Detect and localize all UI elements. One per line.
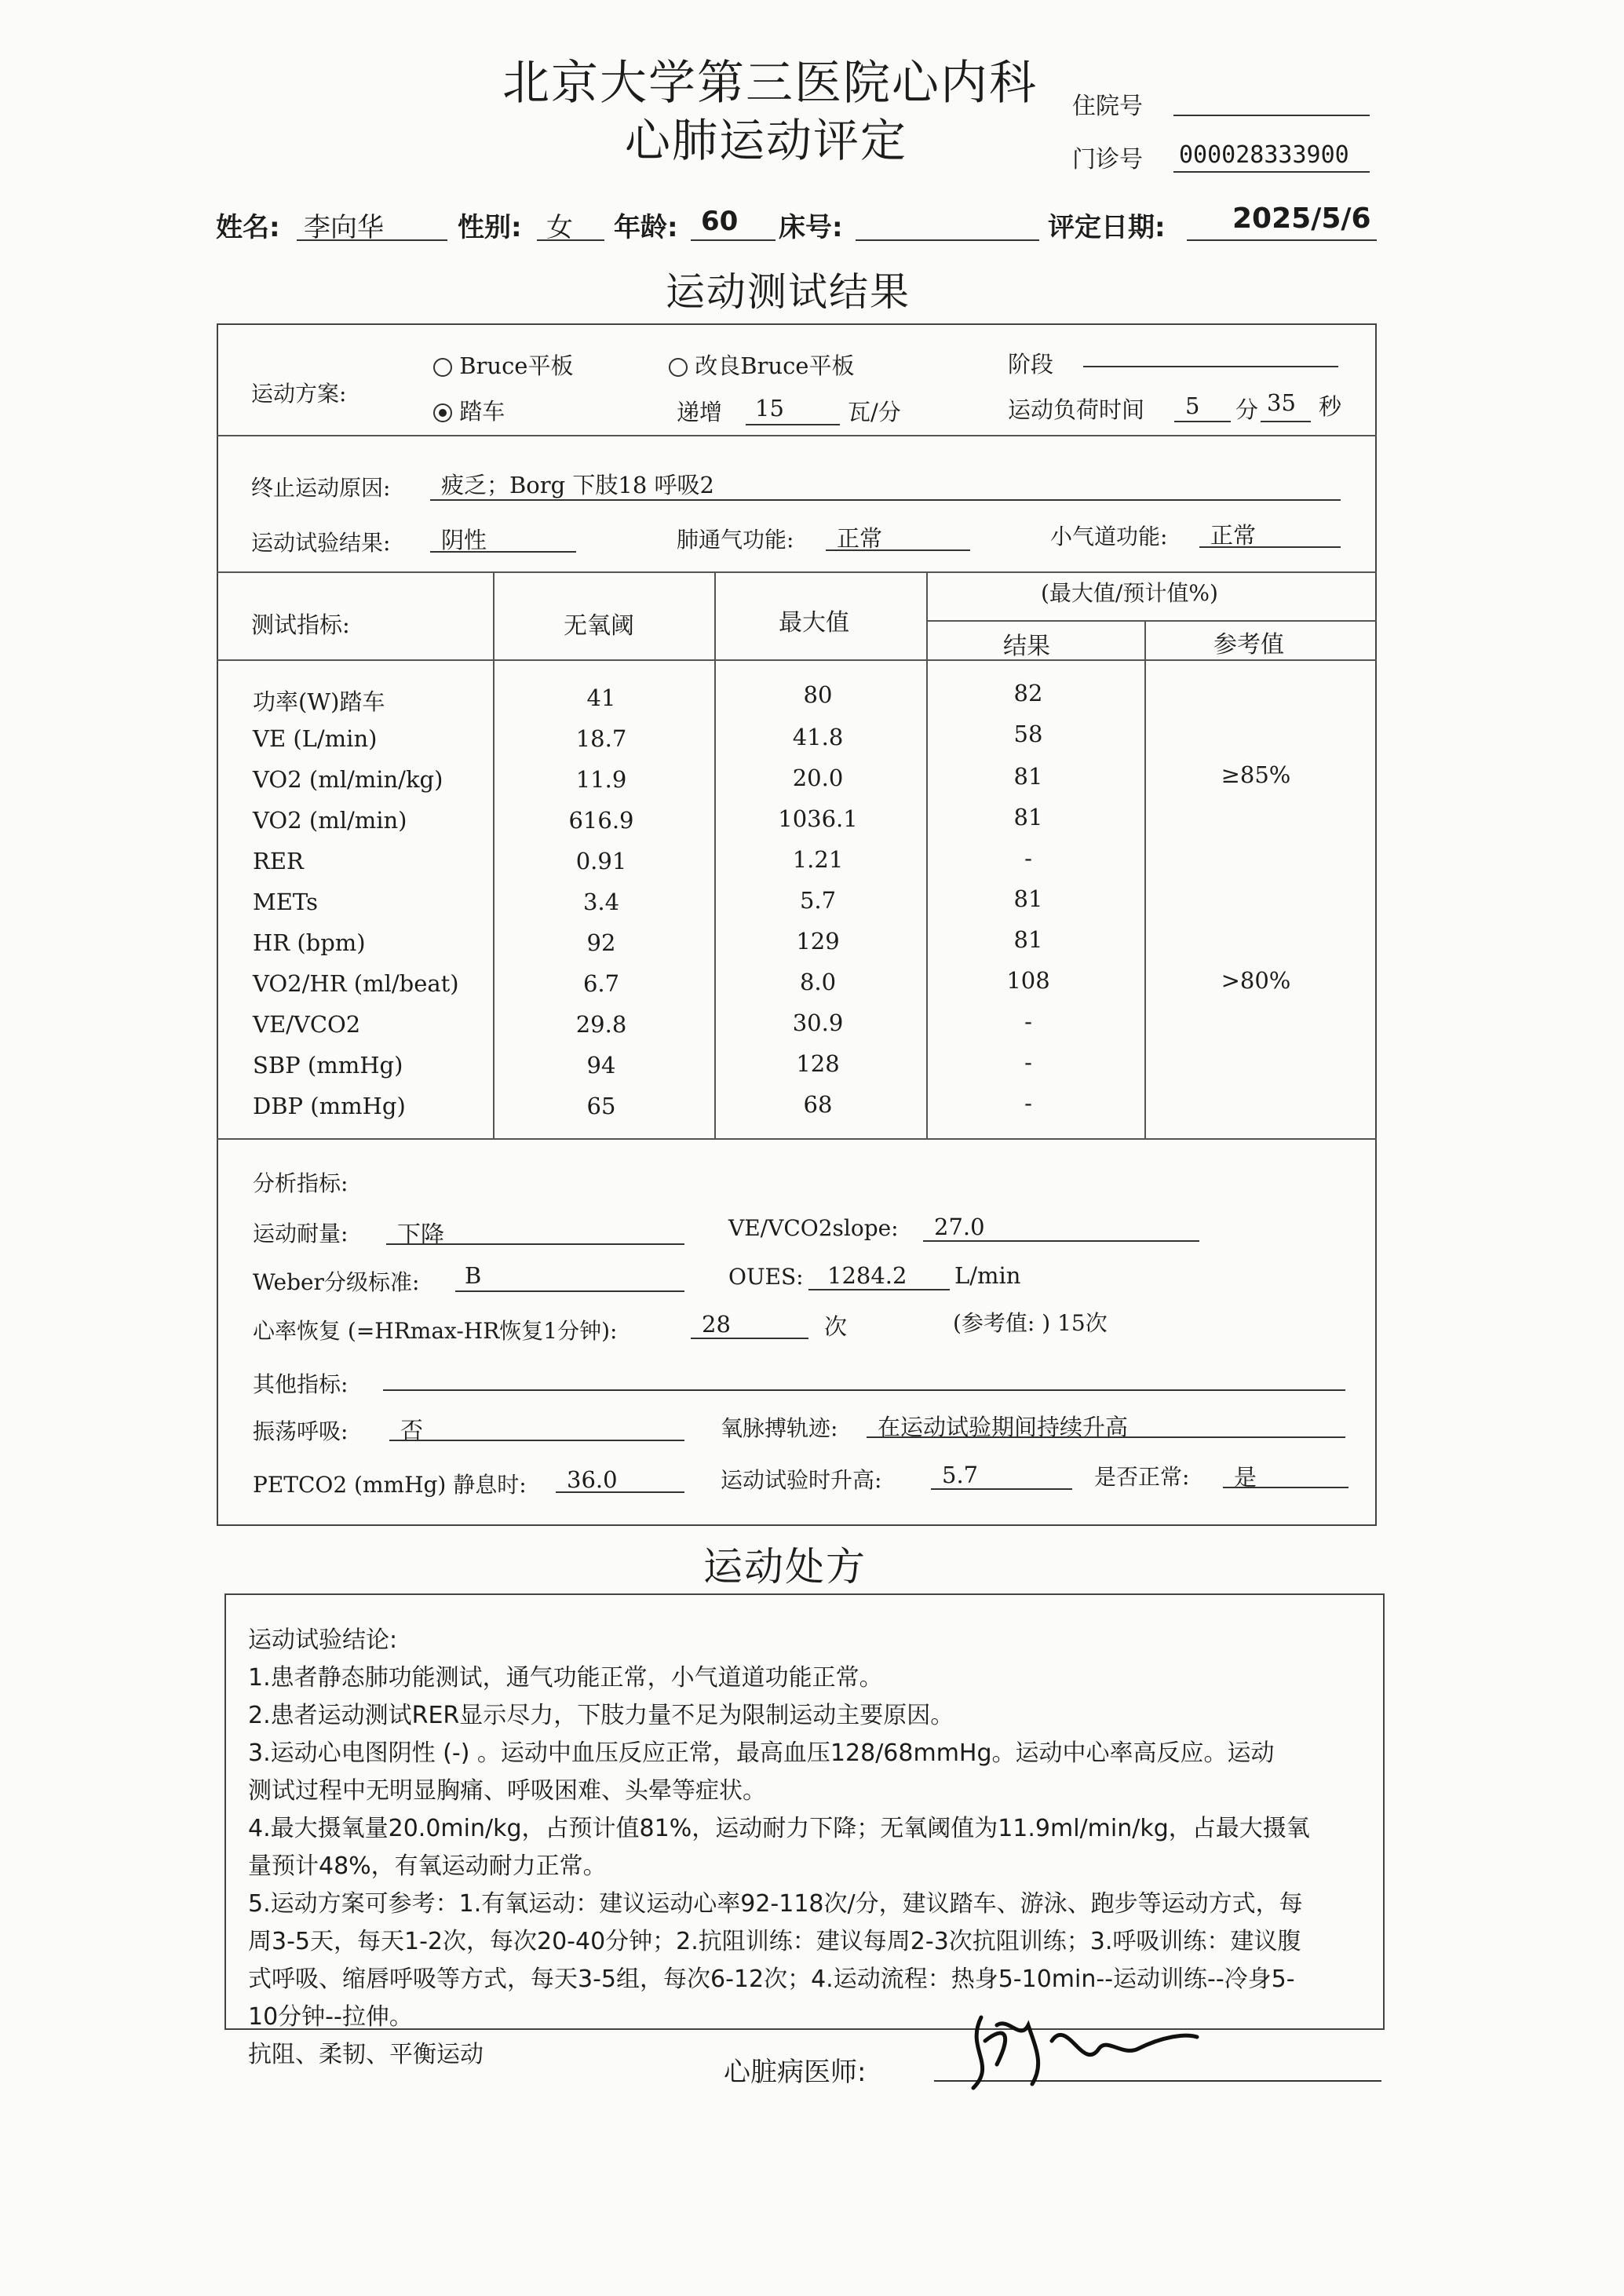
o2pulse-line [867,1436,1345,1438]
row-max: 5.7 [799,887,837,914]
row-max: 80 [803,681,833,708]
row-name: METs [253,889,318,915]
table-col-line [1144,620,1146,1138]
hrr-reference: (参考值: ) 15次 [953,1310,1108,1336]
row-name: DBP (mmHg) [253,1093,406,1119]
row-max: 8.0 [799,969,837,995]
outpatient-line [1173,171,1370,173]
row-name: HR (bpm) [253,929,366,956]
table-col-line [493,571,494,1138]
prescription-line: 1.患者静态肺功能测试，通气功能正常，小气道道功能正常。 [248,1664,883,1692]
termination-line [430,499,1341,501]
row-name: VO2 (ml/min) [253,807,407,834]
row-max: 1.21 [792,846,844,873]
test-result-value[interactable]: 阴性 [441,527,487,553]
airway-line [1199,546,1341,548]
protocol-option-mod-bruce[interactable] [669,349,854,381]
o2pulse-label: 氧脉搏轨迹: [721,1415,838,1441]
hrr-unit: 次 [824,1313,848,1340]
row-name: VO2/HR (ml/beat) [253,970,459,997]
hrr-value[interactable]: 28 [702,1311,731,1338]
age-value[interactable]: 60 [701,206,739,237]
results-box [217,323,1377,1526]
oues-unit: L/min [954,1262,1021,1289]
row-at: 11.9 [575,766,627,793]
option-label: 踏车 [459,398,505,425]
petco2-rise-value[interactable]: 5.7 [942,1462,979,1488]
prescription-line: 4.最大摄氧量20.0min/kg，占预计值81%，运动耐力下降；无氧阈值为11.9ml/min/kg，占最大摄氧 [248,1815,1310,1842]
age-line [691,239,776,241]
normal-line [1223,1487,1348,1488]
stage-label: 阶段 [1008,351,1054,378]
name-label: 姓名: [216,212,280,243]
prescription-line: 2.患者运动测试RER显示尽力，下肢力量不足为限制运动主要原因。 [248,1702,954,1729]
row-max: 128 [796,1050,840,1077]
prescription-line: 量预计48%，有氧运动耐力正常。 [248,1852,607,1880]
airway-value[interactable]: 正常 [1210,522,1257,549]
weber-value[interactable]: B [465,1262,482,1289]
weber-line [455,1290,684,1292]
row-result: 58 [1013,721,1043,747]
prescription-line: 周3-5天，每天1-2次，每次20-40分钟；2.抗阻训练：建议每周2-3次抗阻训练；3.呼吸训练：建议腹 [248,1928,1301,1955]
row-at: 92 [586,929,616,956]
row-at: 3.4 [582,889,620,915]
bed-label: 床号: [779,212,843,243]
normal-value[interactable]: 是 [1234,1464,1257,1491]
row-result: 81 [1013,885,1043,912]
row-ref: >80% [1221,967,1291,994]
minutes-line [1174,421,1231,422]
weber-label: Weber分级标准: [253,1269,420,1295]
prescription-line: 10分钟--拉伸。 [248,2003,413,2031]
oscillation-value[interactable]: 否 [400,1417,424,1444]
table-col-line [926,571,928,1138]
slope-label: VE/VCO2slope: [728,1215,899,1241]
row-max: 41.8 [792,724,844,750]
row-max: 1036.1 [778,805,858,832]
lung-value[interactable]: 正常 [837,525,883,552]
increment-line [746,424,840,425]
row-result: 81 [1013,804,1043,830]
hospital-title: 北京大学第三医院心内科 [502,56,1038,111]
results-title: 运动测试结果 [666,269,911,315]
row-result: - [1024,845,1032,871]
radio-icon[interactable] [433,358,452,377]
oues-value[interactable]: 1284.2 [827,1262,907,1289]
stage-line [1083,366,1338,367]
table-row-line [926,620,1377,622]
row-result: 81 [1013,926,1043,953]
oues-line [808,1289,950,1290]
row-result: 82 [1013,680,1043,706]
row-result: - [1024,1049,1032,1075]
duration-label: 运动负荷时间 [1008,396,1145,423]
normal-label: 是否正常: [1094,1464,1190,1490]
row-max: 129 [796,928,840,955]
petco2-rest-line [556,1491,684,1493]
petco2-rise-line [931,1488,1072,1490]
row-at: 41 [586,684,616,711]
tolerance-value[interactable]: 下降 [397,1221,444,1249]
increment-unit: 瓦/分 [848,399,901,425]
slope-line [923,1240,1199,1242]
table-header-pct: (最大值/预计值%) [1041,580,1218,606]
sex-line [537,239,604,241]
row-max: 30.9 [792,1009,844,1036]
row-name: 功率(W)踏车 [253,688,385,715]
seconds-unit: 秒 [1319,393,1342,420]
outpatient-value[interactable]: 000028333900 [1179,141,1349,169]
o2pulse-value[interactable]: 在运动试验期间持续升高 [878,1414,1129,1440]
row-result: 108 [1006,967,1050,994]
row-at: 6.7 [582,970,620,997]
row-at: 94 [586,1052,616,1079]
termination-label: 终止运动原因: [251,475,391,501]
option-label: Bruce平板 [459,352,574,379]
row-result: - [1024,1090,1032,1116]
prescription-line: 式呼吸、缩唇呼吸等方式，每天3-5组，每次6-12次；4.运动流程：热身5-10min--运动训练--冷身5- [248,1966,1295,1993]
protocol-option-bruce[interactable] [433,349,573,381]
bed-line [856,239,1039,241]
row-max: 20.0 [792,765,844,791]
termination-reason[interactable]: 疲乏；Borg 下肢18 呼吸2 [441,472,714,498]
seconds-line [1261,421,1311,422]
inpatient-line [1173,115,1370,116]
divider [217,435,1377,436]
row-name: VE (L/min) [253,725,378,752]
row-at: 29.8 [575,1011,627,1038]
table-col-line [714,571,716,1138]
other-line [383,1389,1345,1391]
signature-image [950,1994,1201,2104]
name-value[interactable]: 李向华 [304,212,384,243]
duration-minutes[interactable]: 5 [1185,392,1200,419]
prescription-line: 3.运动心电图阴性 (-) 。运动中血压反应正常，最高血压128/68mmHg。运动中心率高反应。运动 [248,1739,1275,1767]
divider [217,1138,1377,1140]
analysis-title: 分析指标: [253,1170,349,1196]
date-line [1187,239,1377,241]
petco2-rest-value[interactable]: 36.0 [567,1466,618,1493]
inpatient-label: 住院号 [1072,93,1143,120]
test-result-label: 运动试验结果: [251,530,391,556]
row-result: - [1024,1008,1032,1035]
row-name: SBP (mmHg) [253,1052,403,1079]
table-header-max: 最大值 [779,609,849,637]
radio-icon[interactable] [669,358,688,377]
option-label: 改良Bruce平板 [695,352,855,379]
row-result: 81 [1013,763,1043,790]
prescription-line: 运动试验结论: [248,1626,398,1654]
tolerance-label: 运动耐量: [253,1221,349,1247]
increment-value[interactable]: 15 [755,395,784,422]
tolerance-line [386,1243,684,1245]
table-row-line [217,659,1377,661]
row-ref: ≥85% [1221,761,1291,788]
form-title: 心肺运动评定 [625,114,908,167]
other-label: 其他指标: [253,1371,349,1397]
row-at: 616.9 [568,807,634,834]
increment-label: 递增 [677,399,723,425]
oscillation-label: 振荡呼吸: [253,1418,349,1444]
oscillation-line [389,1440,684,1441]
prescription-line: 抗阻、柔韧、平衡运动 [248,2041,484,2068]
table-header-index: 测试指标: [251,611,350,638]
prescription-line: 5.运动方案可参考：1.有氧运动：建议运动心率92-118次/分，建议踏车、游泳、跑步等运动方式，每 [248,1890,1303,1918]
slope-value[interactable]: 27.0 [934,1214,985,1240]
outpatient-label: 门诊号 [1072,146,1143,173]
hrr-label: 心率恢复 (=HRmax-HR恢复1分钟): [253,1318,618,1344]
lung-line [826,549,970,551]
prescription-line: 测试过程中无明显胸痛、呼吸困难、头晕等症状。 [248,1777,766,1805]
duration-seconds[interactable]: 35 [1267,389,1296,416]
oues-label: OUES: [728,1264,804,1290]
hrr-line [691,1338,808,1339]
row-name: RER [253,848,304,874]
date-label: 评定日期: [1048,212,1166,243]
table-header-result: 结果 [1003,633,1050,660]
row-max: 68 [803,1091,833,1118]
sex-label: 性别: [458,212,522,243]
date-value[interactable]: 2025/5/6 [1232,203,1371,235]
row-at: 0.91 [575,848,627,874]
table-header-at: 无氧阈 [564,612,634,640]
petco2-rise-label: 运动试验时升高: [721,1467,882,1493]
age-label: 年龄: [614,212,678,243]
airway-label: 小气道功能: [1050,524,1168,549]
sex-value[interactable]: 女 [546,212,573,243]
test-result-line [430,551,576,553]
row-name: VO2 (ml/min/kg) [253,766,443,793]
protocol-label: 运动方案: [251,381,347,407]
name-line [297,239,447,241]
lung-label: 肺通气功能: [677,527,794,553]
prescription-title: 运动处方 [703,1544,867,1590]
radio-selected-icon[interactable] [433,403,452,422]
divider [217,571,1377,573]
row-at: 65 [586,1093,616,1119]
table-header-ref: 参考值 [1213,631,1284,659]
minutes-unit: 分 [1235,396,1259,423]
petco2-label: PETCO2 (mmHg) 静息时: [253,1472,527,1498]
protocol-option-bike[interactable] [433,394,505,426]
doctor-label: 心脏病医师: [724,2057,867,2088]
row-name: VE/VCO2 [253,1011,361,1038]
row-at: 18.7 [575,725,627,752]
